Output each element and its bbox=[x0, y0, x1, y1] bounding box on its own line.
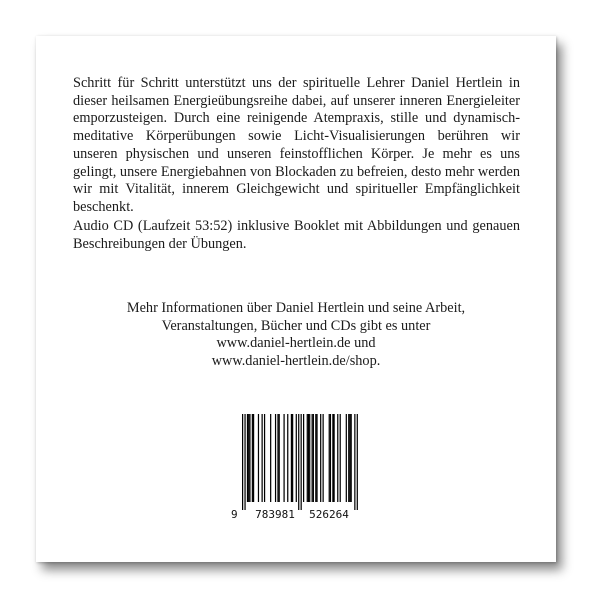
barcode-bar bbox=[320, 414, 321, 502]
barcode-bar bbox=[337, 414, 338, 502]
barcode-bar bbox=[348, 414, 349, 502]
barcode-lead-digit: 9 bbox=[231, 508, 238, 521]
barcode-bar bbox=[332, 414, 333, 502]
website-link[interactable]: www.daniel-hertlein.de und bbox=[216, 335, 376, 352]
info-line-2: Veranstaltungen, Bücher und CDs gibt es unter bbox=[161, 317, 431, 334]
barcode-bar bbox=[351, 414, 352, 502]
barcode-left-digits: 783981 bbox=[255, 508, 295, 521]
barcode-bar bbox=[334, 414, 335, 502]
barcode-bar bbox=[279, 414, 280, 502]
barcode-bar bbox=[354, 414, 355, 510]
barcode-bar bbox=[252, 414, 253, 502]
info-line-1: Mehr Informationen über Daniel Hertlein und seine Arbeit, bbox=[126, 300, 466, 316]
barcode-bar bbox=[296, 414, 297, 502]
barcode-bar bbox=[277, 414, 278, 502]
barcode-bar bbox=[349, 414, 350, 502]
barcode-bar bbox=[283, 414, 284, 502]
barcode-bar bbox=[291, 414, 292, 502]
barcode-bar bbox=[247, 414, 248, 502]
barcode-bar bbox=[244, 414, 245, 510]
barcode-bar bbox=[298, 414, 299, 510]
barcode-bar bbox=[323, 414, 324, 502]
barcode-bar bbox=[329, 414, 330, 502]
barcode-bars bbox=[242, 414, 358, 510]
ean-barcode bbox=[228, 412, 368, 522]
barcode-bar bbox=[270, 414, 271, 502]
barcode-bar bbox=[346, 414, 347, 502]
barcode-bar bbox=[258, 414, 259, 502]
barcode-bar bbox=[287, 414, 288, 502]
cd-back-cover bbox=[36, 36, 556, 562]
barcode-bar bbox=[357, 414, 358, 510]
barcode-bar bbox=[292, 414, 293, 502]
barcode-bar bbox=[275, 414, 276, 502]
shop-link[interactable]: www.daniel-hertlein.de/shop. bbox=[211, 353, 381, 370]
barcode-bar bbox=[264, 414, 265, 502]
barcode-bar bbox=[253, 414, 254, 502]
barcode-bar bbox=[308, 414, 309, 502]
barcode-bar bbox=[248, 414, 249, 502]
barcode-bar bbox=[242, 414, 243, 510]
barcode-bar bbox=[301, 414, 302, 510]
barcode-bar bbox=[303, 414, 304, 502]
barcode-bar bbox=[262, 414, 263, 502]
barcode-bar bbox=[330, 414, 331, 502]
barcode-bar bbox=[316, 414, 317, 502]
barcode-bar bbox=[312, 414, 313, 502]
barcode-bar bbox=[313, 414, 314, 502]
barcode-bar bbox=[309, 414, 310, 502]
barcode-graphic bbox=[228, 412, 368, 522]
more-info-block bbox=[36, 300, 556, 371]
description-paragraph: Schritt für Schritt unterstützt uns der spirituelle Lehrer Daniel Hertlein in dieser heilsamen Energieübungsreihe dabei, auf unserer inneren Energieleiter emporzusteigen. Durch eine reinigende Atempraxis, stille und dynamisch-meditative Körperübungen sowie Licht-Visualisierungen berühren wir unseren physischen und unseren feinstofflichen Körper. Je mehr es uns gelingt, unsere Energiebahnen von Blockaden zu befreien, desto mehr werden wir mit Vitalität, innerem Gleichgewicht und spiritueller Empfänglichkeit beschenkt. bbox=[73, 75, 520, 215]
barcode-bar bbox=[315, 414, 316, 502]
barcode-bar bbox=[249, 414, 250, 502]
barcode-right-digits: 526264 bbox=[309, 508, 349, 521]
product-details-paragraph: Audio CD (Laufzeit 53:52) inklusive Booklet mit Abbildungen und genauen Beschreibungen der Übungen. bbox=[73, 218, 520, 252]
barcode-bar bbox=[307, 414, 308, 502]
barcode-bar bbox=[340, 414, 341, 502]
